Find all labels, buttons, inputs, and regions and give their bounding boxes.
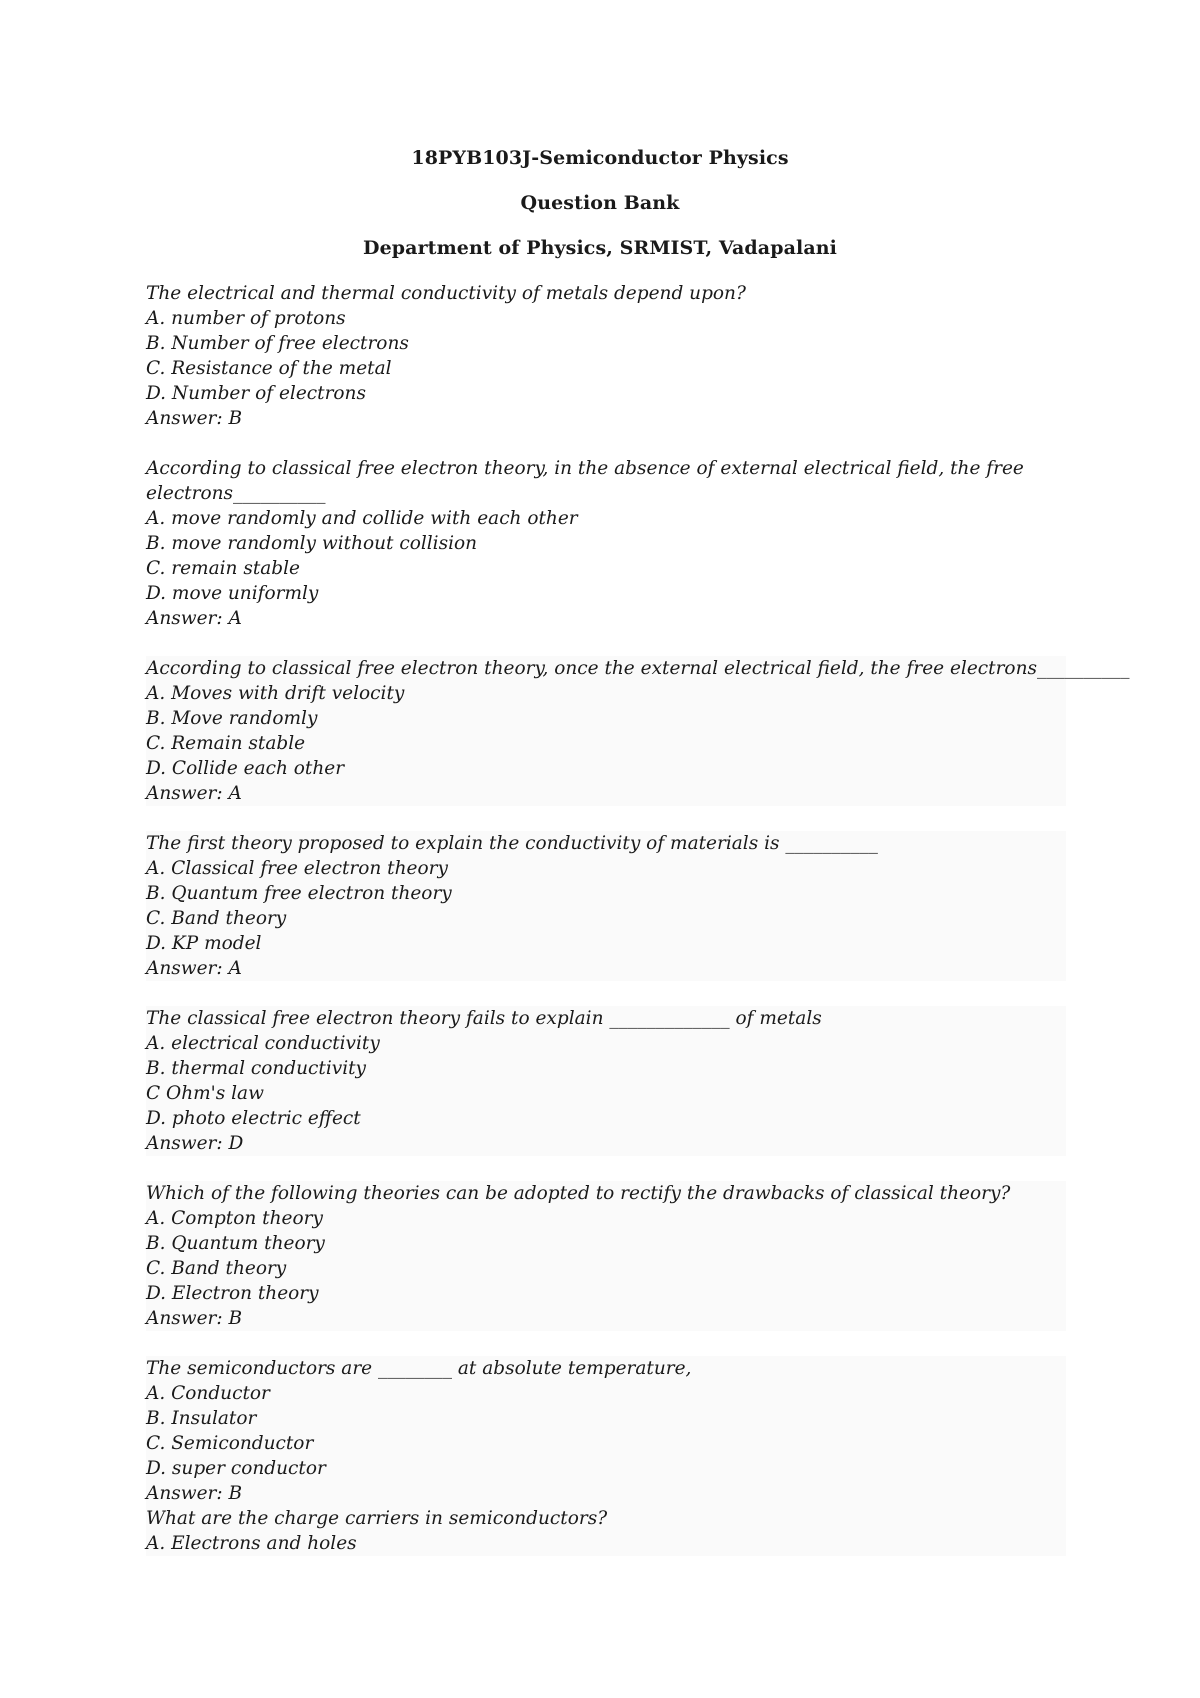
answer-option: D. Number of electrons [146,383,366,404]
answer-option: A. Moves with drift velocity [146,683,405,704]
question-text: The classical free electron theory fails to explain _____________ of metals [146,1008,822,1029]
question-text: Which of the following theories can be adopted to rectify the drawbacks of classical theory? [146,1183,1011,1204]
question-list [146,281,1130,1581]
answer-option: D. super conductor [146,1458,326,1479]
document-title: 18PYB103J-Semiconductor Physics [411,147,789,169]
answer-option: A. Conductor [146,1383,270,1404]
question-text: What are the charge carriers in semiconductors? [146,1508,608,1529]
answer-option: C. Semiconductor [146,1433,314,1454]
answer-option: A. Compton theory [146,1208,323,1229]
answer-key: Answer: B [146,1308,243,1329]
answer-option: C. remain stable [146,558,300,579]
document-subtitle: Question Bank [520,192,680,214]
answer-key: Answer: B [146,408,243,429]
question-text: The electrical and thermal conductivity of metals depend upon? [146,283,746,304]
answer-option: B. Quantum free electron theory [146,883,452,904]
answer-key: Answer: B [146,1483,243,1504]
answer-option: D. move uniformly [146,583,319,604]
answer-option: B. thermal conductivity [146,1058,367,1079]
answer-option: C Ohm's law [146,1083,264,1104]
answer-key: Answer: A [146,783,242,804]
answer-option: B. Insulator [146,1408,257,1429]
question-block [146,831,1066,981]
answer-option: B. Number of free electrons [146,333,409,354]
answer-option: A. number of protons [146,308,346,329]
question-text: The first theory proposed to explain the conductivity of materials is __________ [146,833,878,854]
question-text: According to classical free electron theory, once the external electrical field, the free electrons__________ [146,658,1130,679]
question-block [146,1006,1066,1156]
question-block [146,281,1066,431]
answer-key: Answer: A [146,608,242,629]
answer-option: A. move randomly and collide with each other [146,508,578,529]
question-block [146,1506,1066,1556]
answer-option: B. Quantum theory [146,1233,325,1254]
question-block [146,456,1066,631]
question-block [146,1181,1066,1331]
question-block [146,656,1130,806]
department-heading: Department of Physics, SRMIST, Vadapalani [363,237,837,259]
answer-option: D. KP model [146,933,262,954]
question-text: According to classical free electron theory, in the absence of external electrical field, the free [146,458,1024,479]
answer-option: D. Electron theory [146,1283,319,1304]
answer-option: C. Remain stable [146,733,306,754]
answer-option: A. Electrons and holes [146,1533,357,1554]
answer-option: A. Classical free electron theory [146,858,448,879]
answer-key: Answer: A [146,958,242,979]
question-text: electrons__________ [146,483,326,504]
question-text: The semiconductors are ________ at absolute temperature, [146,1358,692,1379]
question-block [146,1356,1066,1506]
answer-option: B. move randomly without collision [146,533,478,554]
answer-option: B. Move randomly [146,708,318,729]
answer-option: A. electrical conductivity [146,1033,380,1054]
answer-option: C. Band theory [146,908,287,929]
answer-option: C. Resistance of the metal [146,358,392,379]
answer-key: Answer: D [146,1133,244,1154]
answer-option: D. Collide each other [146,758,345,779]
answer-option: D. photo electric effect [146,1108,361,1129]
answer-option: C. Band theory [146,1258,287,1279]
